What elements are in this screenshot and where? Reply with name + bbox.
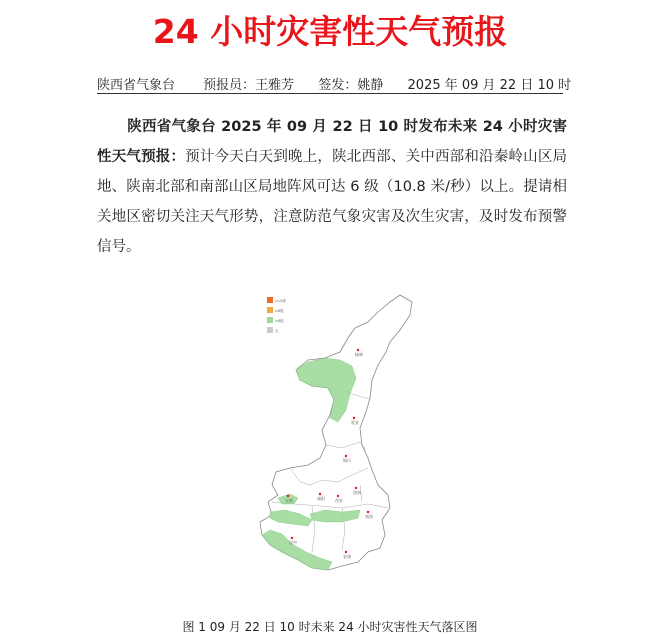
forecaster-name: 王雅芳: [255, 78, 295, 93]
svg-text:渭南: 渭南: [353, 490, 361, 495]
map-legend: [267, 297, 286, 333]
hazard-map: [250, 290, 430, 580]
svg-text:安康: 安康: [343, 554, 351, 559]
svg-text:无: 无: [275, 329, 279, 333]
svg-text:咸阳: 咸阳: [317, 496, 325, 501]
svg-text:≥8级: ≥8级: [275, 309, 284, 313]
signer-field: [318, 78, 383, 93]
shaanxi-outline: [260, 295, 412, 570]
forecast-text: 预计今天白天到晚上，陕北西部、关中西部和沿秦岭山区局地、陕南北部和南部山区局地阵风可达 6 级（10.8 米/秒）以上。提请相关地区密切关注天气形势，注意防范气象灾害及次生灾害，及时发布预警信号。: [97, 149, 568, 255]
svg-text:≥6级: ≥6级: [275, 319, 284, 323]
map-caption: 图 1 09 月 22 日 10 时未来 24 小时灾害性天气落区图: [182, 620, 478, 634]
svg-text:铜川: 铜川: [343, 458, 351, 463]
header-divider: [97, 93, 563, 94]
svg-text:延安: 延安: [351, 420, 359, 425]
forecaster-field: [203, 78, 294, 93]
forecast-body: [97, 112, 567, 262]
svg-text:≥10级: ≥10级: [275, 299, 286, 303]
header-meta: [97, 74, 572, 93]
signer-name: 姚静: [357, 78, 384, 93]
page-title: 24 小时灾害性天气预报: [152, 12, 508, 51]
svg-text:商洛: 商洛: [365, 514, 373, 519]
svg-text:宝鸡: 宝鸡: [285, 498, 293, 503]
signer-label: 签发：: [318, 78, 358, 93]
forecaster-label: 预报员：: [203, 78, 256, 93]
issue-datetime: 2025 年 09 月 22 日 10 时: [407, 78, 572, 93]
svg-text:汉中: 汉中: [289, 540, 297, 545]
svg-text:西安: 西安: [335, 498, 343, 503]
forecast-lead: 陕西省气象台 2025 年 09 月 22 日 10 时发布未来 24 小时灾害性天气预报：: [97, 119, 567, 165]
svg-text:榆林: 榆林: [355, 352, 363, 357]
issuing-org: 陕西省气象台: [97, 78, 176, 93]
